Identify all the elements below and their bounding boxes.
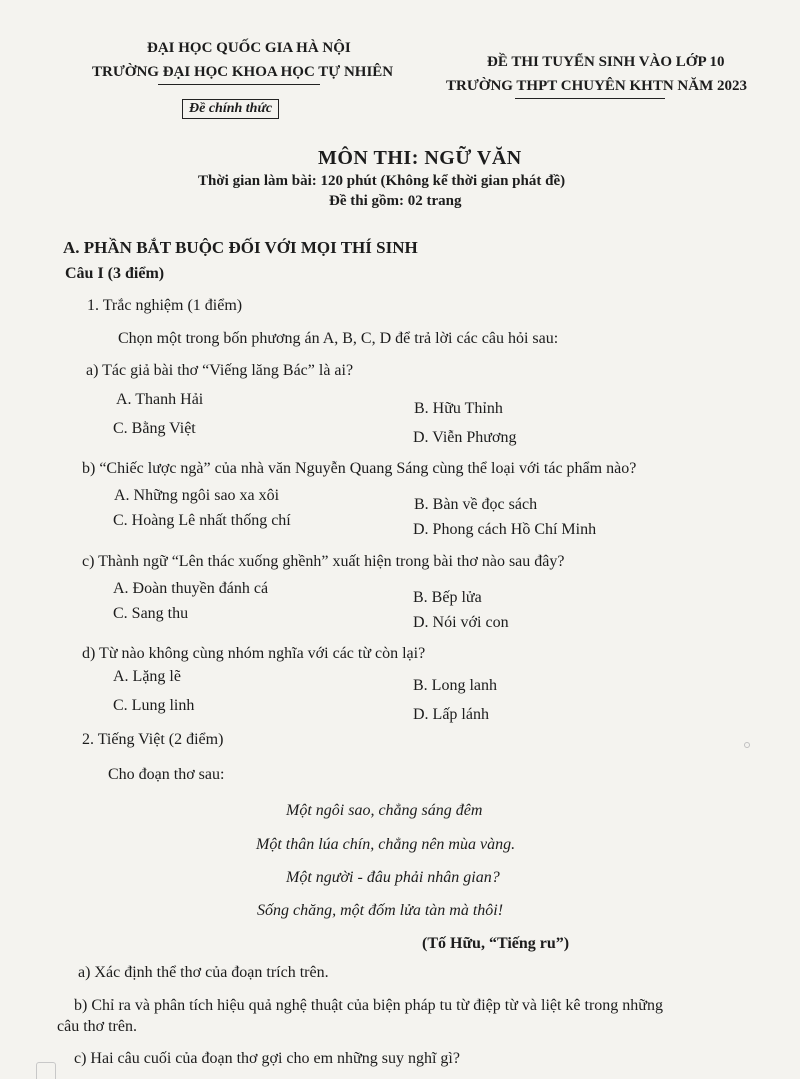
exam-pages: Đề thi gồm: 02 trang [329,193,462,209]
watermark-logo-icon [36,1062,56,1079]
option-c-a: A. Đoàn thuyền đánh cá [113,580,269,597]
option-c-b: B. Bếp lửa [413,589,482,606]
question-a: a) Tác giả bài thơ “Viếng lăng Bác” là ai? [86,362,354,379]
question-d: d) Từ nào không cùng nhóm nghĩa với các từ còn lại? [82,645,426,662]
part-2-title: 2. Tiếng Việt (2 điểm) [82,731,224,748]
option-a-c: C. Bằng Việt [113,420,196,437]
task-b-line-1: b) Chỉ ra và phân tích hiệu quả nghệ thuật của biện pháp tu từ điệp từ và liệt kê trong những [74,997,663,1014]
option-c-d: D. Nói với con [413,614,509,631]
task-c: c) Hai câu cuối của đoạn thơ gợi cho em những suy nghĩ gì? [74,1050,460,1067]
option-b-b: B. Bàn về đọc sách [414,496,538,513]
university-name: ĐẠI HỌC QUỐC GIA HÀ NỘI [147,40,351,56]
option-a-a: A. Thanh Hải [116,391,204,408]
task-a: a) Xác định thể thơ của đoạn trích trên. [78,964,329,981]
part-1-title: 1. Trắc nghiệm (1 điểm) [87,297,243,314]
school-underline [158,84,320,85]
school-name: TRƯỜNG ĐẠI HỌC KHOA HỌC TỰ NHIÊN [92,64,394,80]
poem-line-3: Một người - đâu phải nhân gian? [286,869,500,886]
exam-school-underline [515,98,665,99]
option-a-d: D. Viễn Phương [413,429,517,446]
official-exam-label: Đề chính thức [182,99,279,119]
instruction: Chọn một trong bốn phương án A, B, C, D để trả lời các câu hỏi sau: [118,330,559,347]
poem-line-4: Sống chăng, một đốm lửa tàn mà thôi! [257,902,504,919]
option-d-b: B. Long lanh [413,677,497,694]
page-speck [744,742,750,748]
poem-line-1: Một ngôi sao, chẳng sáng đêm [286,802,483,819]
option-c-c: C. Sang thu [113,605,189,622]
exam-subject: MÔN THI: NGỮ VĂN [318,147,522,169]
question-b: b) “Chiếc lược ngà” của nhà văn Nguyễn Quang Sáng cùng thể loại với tác phẩm nào? [82,460,637,477]
question-1-title: Câu I (3 điểm) [65,265,165,282]
option-d-d: D. Lấp lánh [413,706,489,723]
option-a-b: B. Hữu Thỉnh [414,400,503,417]
poem-line-2: Một thân lúa chín, chẳng nên mùa vàng. [256,836,516,853]
poem-source: (Tố Hữu, “Tiếng ru”) [422,935,570,952]
question-c: c) Thành ngữ “Lên thác xuống ghềnh” xuất hiện trong bài thơ nào sau đây? [82,553,565,570]
task-b-line-2: câu thơ trên. [57,1018,137,1035]
option-b-a: A. Những ngôi sao xa xôi [114,487,280,504]
poem-intro: Cho đoạn thơ sau: [108,766,225,783]
option-d-c: C. Lung linh [113,697,195,714]
section-a-heading: A. PHẦN BẮT BUỘC ĐỐI VỚI MỌI THÍ SINH [63,238,418,257]
exam-time: Thời gian làm bài: 120 phút (Không kể thời gian phát đề) [198,173,566,189]
option-b-c: C. Hoàng Lê nhất thống chí [113,512,291,529]
option-b-d: D. Phong cách Hồ Chí Minh [413,521,597,538]
option-d-a: A. Lặng lẽ [113,668,181,685]
exam-heading: ĐỀ THI TUYỂN SINH VÀO LỚP 10 [487,54,725,70]
exam-school: TRƯỜNG THPT CHUYÊN KHTN NĂM 2023 [446,78,747,94]
